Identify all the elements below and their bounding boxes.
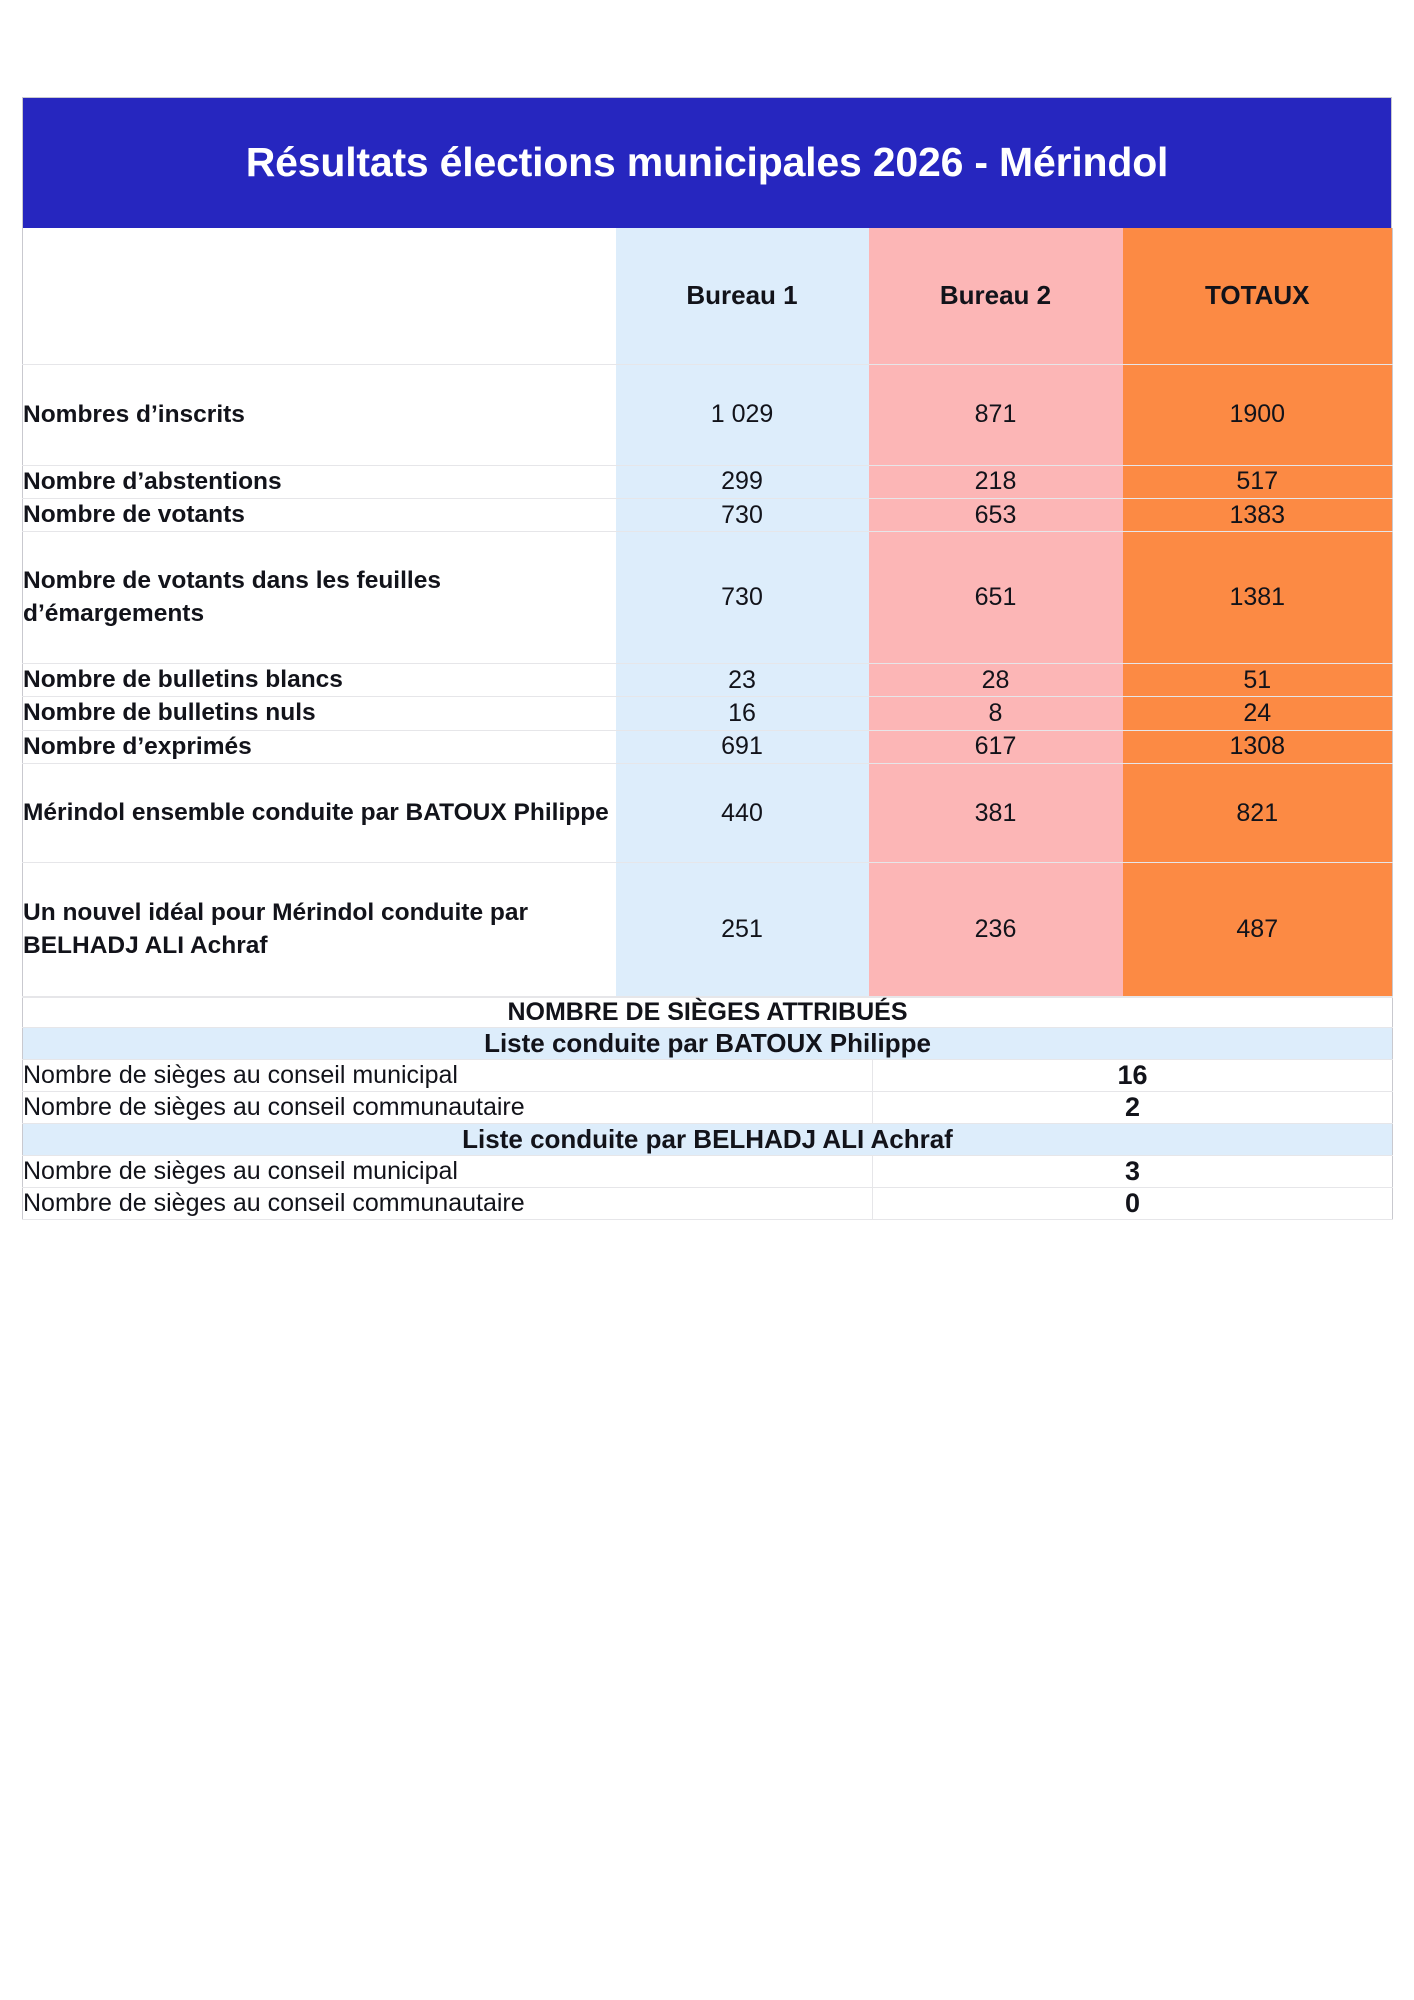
row-value-bureau2: 8 (869, 697, 1123, 730)
header-bureau-2: Bureau 2 (869, 228, 1123, 364)
table-row (23, 697, 1393, 730)
list-banner-batoux: Liste conduite par BATOUX Philippe (23, 1028, 1393, 1060)
row-value-totaux: 24 (1123, 697, 1393, 730)
results-table (22, 228, 1393, 997)
row-value-totaux: 1308 (1123, 730, 1393, 763)
table-row (23, 364, 1393, 465)
row-value-bureau2: 653 (869, 499, 1123, 532)
seat-label-communautaire: Nombre de sièges au conseil communautaire (23, 1092, 873, 1124)
results-document (22, 97, 1392, 1220)
seat-value-communautaire: 0 (873, 1188, 1393, 1220)
row-value-totaux: 821 (1123, 764, 1393, 863)
header-bureau-1: Bureau 1 (616, 228, 869, 364)
row-value-totaux: 517 (1123, 465, 1393, 498)
list-banner-belhadj: Liste conduite par BELHADJ ALI Achraf (23, 1124, 1393, 1156)
seats-row (23, 1092, 1393, 1124)
table-row (23, 863, 1393, 997)
table-row (23, 499, 1393, 532)
row-label-emargements: Nombre de votants dans les feuilles d’émargements (23, 532, 616, 664)
row-label-nuls: Nombre de bulletins nuls (23, 697, 616, 730)
row-label-blancs: Nombre de bulletins blancs (23, 664, 616, 697)
row-label-inscrits: Nombres d’inscrits (23, 364, 616, 465)
row-value-bureau1: 1 029 (616, 364, 869, 465)
list-banner-row (23, 1028, 1393, 1060)
row-value-totaux: 1381 (1123, 532, 1393, 664)
table-row (23, 764, 1393, 863)
row-value-bureau2: 871 (869, 364, 1123, 465)
row-value-totaux: 487 (1123, 863, 1393, 997)
title-banner (22, 97, 1392, 228)
seats-heading: NOMBRE DE SIÈGES ATTRIBUÉS (23, 998, 1393, 1028)
row-value-bureau2: 236 (869, 863, 1123, 997)
row-label-abstentions: Nombre d’abstentions (23, 465, 616, 498)
seats-row (23, 1060, 1393, 1092)
row-value-bureau1: 299 (616, 465, 869, 498)
row-value-bureau2: 28 (869, 664, 1123, 697)
row-label-votants: Nombre de votants (23, 499, 616, 532)
table-row (23, 532, 1393, 664)
row-value-bureau1: 251 (616, 863, 869, 997)
seat-value-municipal: 16 (873, 1060, 1393, 1092)
table-header-row (23, 228, 1393, 364)
table-row (23, 465, 1393, 498)
page-title: Résultats élections municipales 2026 - Mérindol (245, 139, 1169, 186)
row-value-bureau1: 23 (616, 664, 869, 697)
seats-heading-row (23, 998, 1393, 1028)
row-label-liste-batoux: Mérindol ensemble conduite par BATOUX Philippe (23, 764, 616, 863)
header-totaux: TOTAUX (1123, 228, 1393, 364)
seat-value-communautaire: 2 (873, 1092, 1393, 1124)
row-value-bureau2: 651 (869, 532, 1123, 664)
row-value-totaux: 1383 (1123, 499, 1393, 532)
table-row (23, 730, 1393, 763)
seat-label-municipal: Nombre de sièges au conseil municipal (23, 1156, 873, 1188)
row-value-bureau1: 730 (616, 532, 869, 664)
row-value-totaux: 51 (1123, 664, 1393, 697)
table-row (23, 664, 1393, 697)
seats-row (23, 1188, 1393, 1220)
seats-table (22, 997, 1393, 1220)
seat-label-municipal: Nombre de sièges au conseil municipal (23, 1060, 873, 1092)
row-value-totaux: 1900 (1123, 364, 1393, 465)
row-value-bureau1: 691 (616, 730, 869, 763)
row-value-bureau2: 617 (869, 730, 1123, 763)
seats-row (23, 1156, 1393, 1188)
seat-value-municipal: 3 (873, 1156, 1393, 1188)
row-value-bureau2: 381 (869, 764, 1123, 863)
row-label-exprimes: Nombre d’exprimés (23, 730, 616, 763)
row-value-bureau1: 440 (616, 764, 869, 863)
seat-label-communautaire: Nombre de sièges au conseil communautaire (23, 1188, 873, 1220)
header-label-blank (23, 228, 616, 364)
list-banner-row (23, 1124, 1393, 1156)
row-value-bureau1: 730 (616, 499, 869, 532)
row-label-liste-belhadj: Un nouvel idéal pour Mérindol conduite par BELHADJ ALI Achraf (23, 863, 616, 997)
row-value-bureau2: 218 (869, 465, 1123, 498)
row-value-bureau1: 16 (616, 697, 869, 730)
